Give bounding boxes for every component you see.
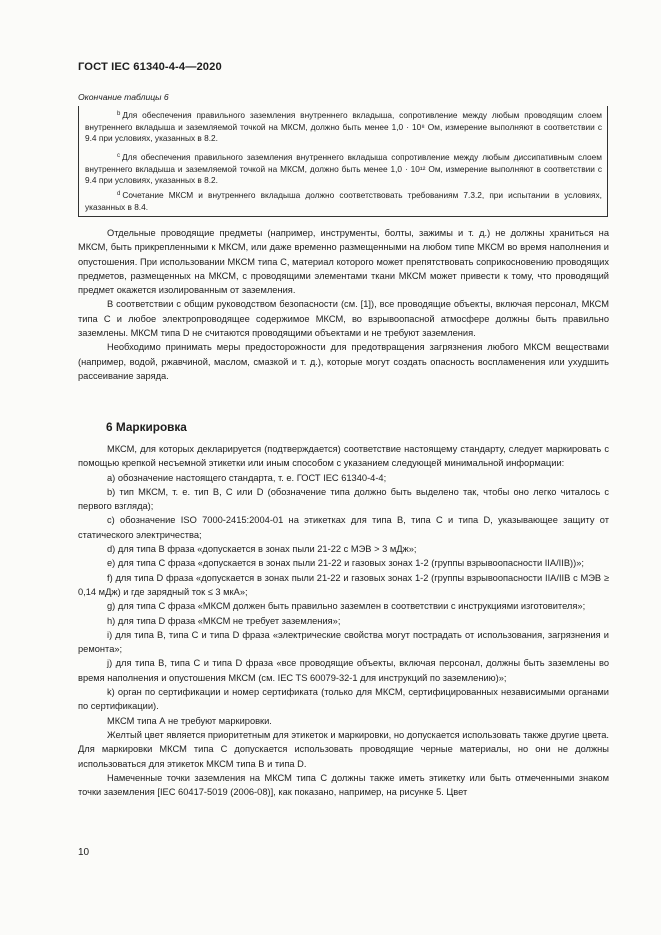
list-item: f) для типа D фраза «допускается в зонах пыли 21-22 и газовых зонах 1-2 (группы взрывоопасности IIA/IIB с МЭВ ≥ 0,14 мДж) и где зарядный ток ≤ 3 мкА»; [78,572,609,597]
footnote-mark: d [117,191,121,197]
footnote-text: Сочетание МКСМ и внутреннего вкладыша должно соответствовать требованиям 7.3.2, при испытании в условиях, указанных в 8.4. [85,190,602,212]
footnote-d [85,189,602,213]
section-title: Маркировка [115,420,187,434]
list-item: k) орган по сертификации и номер сертификата (только для МКСМ, сертифицированных независимыми органами по сертификации). [78,687,609,712]
paragraph: Намеченные точки заземления на МКСМ типа С должны также иметь этикетку или быть отмеченными знаком точки заземления [IEC 60417-5019 (2006-08)], как показано, например, на рисунке 5. Цвет [78,772,609,798]
page-number: 10 [78,847,90,858]
list-item: b) тип МКСМ, т. е. тип В, С или D (обозначение типа должно быть выделено так, чтобы оно легко читалось с первого взгляда); [78,486,609,512]
list-item: g) для типа С фраза «МКСМ должен быть правильно заземлен в соответствии с инструкциями изготовителя»; [107,601,586,612]
paragraph: В соответствии с общим руководством безопасности (см. [1]), все проводящие объекты, включая персонал, МКСМ типа С и любое электропроводящее содержимое МКСМ, во взрывоопасной атмосфере должны быть правильно заземлены. МКСМ типа D не считаются проводящими объектами и не требуют заземления. [78,299,609,339]
table-caption: Окончание таблицы 6 [78,92,169,102]
footnote-text: Для обеспечения правильного заземления внутреннего вкладыша сопротивление между любым диссипативным слоем внутреннего вкладыша и заземляемой точкой на МКСМ, должно быть менее 1,0 · 10¹² Ом, измерение выполняют в соответствии с 9.4 при условиях, указанных в 8.2. [85,152,602,186]
list-item: j) для типа В, типа С и типа D фраза «все проводящие объекты, включая персонал, должны быть заземлены во время наполнения и опустошения МКСМ (см. IEC TS 60079-32-1 для инструкций по заземлению)»; [78,658,609,683]
document-header: ГОСТ IEC 61340-4-4—2020 [78,61,222,73]
paragraph: МКСМ типа А не требуют маркировки. [107,715,272,726]
list-item: e) для типа С фраза «допускается в зонах пыли 21-22 и газовых зонах 1-2 (группы взрывоопасности IIA/IIB))»; [107,558,584,569]
paragraph: Отдельные проводящие предметы (например, инструменты, болты, зажимы и т. д.) не должны храниться на МКСМ, быть прикрепленными к МКСМ, или даже временно размещенными на любом типе МКСМ во время наполнения и опустошения. При использовании МКСМ типа С, материал которого может препятствовать соприкосновению проводящих предметов, размещенных на МКСМ, с проводящими элементами ткани МКСМ может привести к тому, что проводящий предмет окажется изолированным от заземления. [78,228,609,296]
section-number: 6 [106,420,113,434]
body-top [78,226,609,383]
table-footnotes [78,106,608,217]
list-item: d) для типа В фраза «допускается в зонах пыли 21-22 с МЭВ > 3 мДж»; [107,544,417,555]
paragraph: Желтый цвет является приоритетным для этикеток и маркировки, но допускается использовать также другие цвета. Для маркировки МКСМ типа С допускается использовать проводящие черные материалы, но они не должны использоваться для этикеток МКСМ типа В и типа D. [78,729,609,769]
section-heading [106,420,187,434]
footnote-mark: c [117,153,120,159]
footnote-mark: b [117,111,121,117]
section-intro: МКСМ, для которых декларируется (подтверждается) соответствие настоящему стандарту, следует маркировать с помощью крепкой несъемной этикетки или иным способом с указанием следующей минимальной информации: [78,444,609,469]
list-item: c) обозначение ISO 7000-2415:2004-01 на этикетках для типа В, типа С и типа D, указывающее защиту от статического электричества; [78,515,609,540]
list-item: a) обозначение настоящего стандарта, т. е. ГОСТ IEC 61340-4-4; [107,472,387,483]
footnote-b [85,109,602,145]
body-section [78,442,609,799]
list-item: i) для типа В, типа С и типа D фраза «электрические свойства могут пострадать от использования, загрязнения и ремонта»; [78,629,609,655]
footnote-c [85,151,602,187]
footnote-text: Для обеспечения правильного заземления внутреннего вкладыша, сопротивление между любым проводящим слоем внутреннего вкладыша и заземляемой точкой на МКСМ, должно быть менее 1,0 · 10⁸ Ом, измерение выполняют в соответствии с 9.4 при условиях, указанных в 8.2. [85,110,602,144]
list-item: h) для типа D фраза «МКСМ не требует заземления»; [107,615,341,626]
paragraph: Необходимо принимать меры предосторожности для предотвращения загрязнения любого МКСМ веществами (например, водой, ржавчиной, маслом, смазкой и т. д.), которые могут создать опасность воспламенения или ухудшить рассеивание заряда. [78,342,609,381]
